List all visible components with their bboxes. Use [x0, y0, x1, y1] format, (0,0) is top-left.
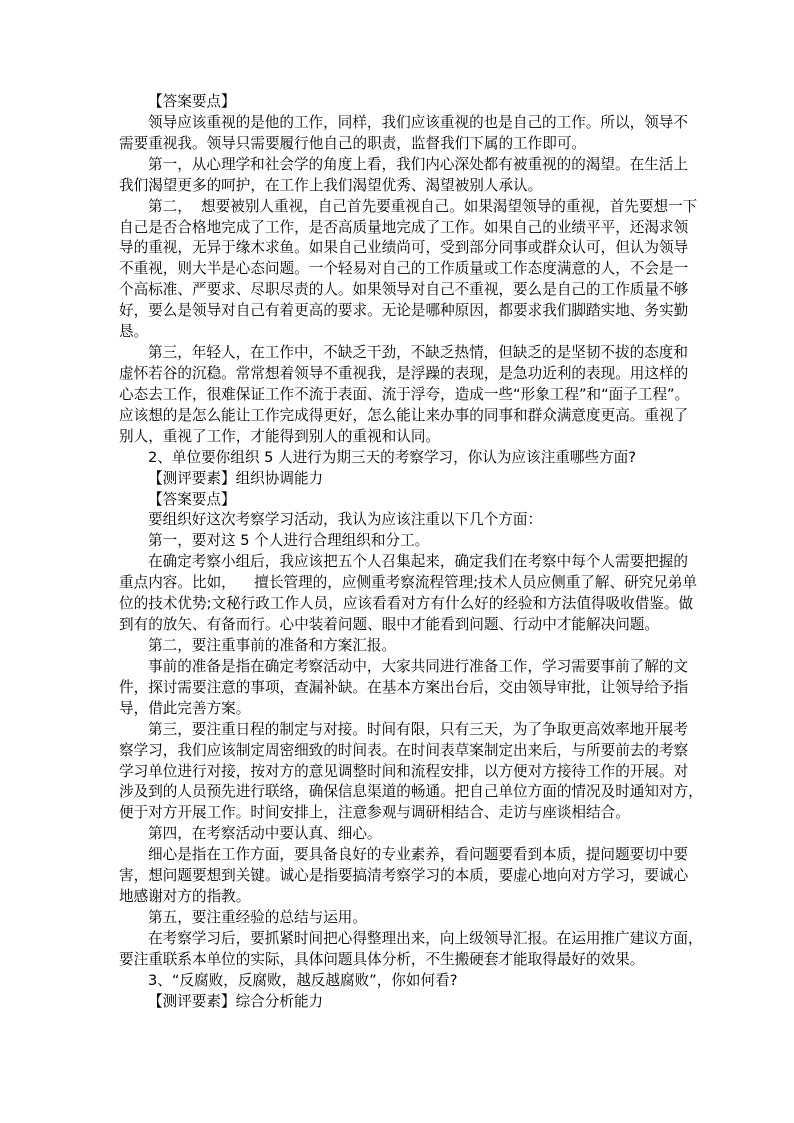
text-line: 别人，重视了工作，才能得到别人的重视和认同。: [119, 427, 441, 445]
text-line: 自己是否合格地完成了工作，是否高质量地完成了工作。如果自己的业绩平平，还渴求领: [119, 218, 689, 236]
text-line: 第三，要注重日程的制定与对接。时间有限，只有三天，为了争取更高效率地开展考: [148, 720, 688, 738]
paragraph: [119, 552, 698, 636]
paragraph: [119, 343, 690, 448]
text-line: 我们渴望更多的呵护，在工作上我们渴望优秀、渴望被别人承认。: [119, 176, 543, 194]
text-line: 要注重联系本单位的实际，具体问题具体分析，不生搬硬套才能取得最好的效果。: [119, 950, 645, 968]
text-line: 【答案要点】: [148, 490, 236, 508]
text-line: 位的技术优势;文秘行政工作人员，应该看看对方有什么好的经验和方法值得吸收借鉴。做: [119, 595, 694, 613]
paragraph: [119, 845, 689, 908]
text-line: 2、单位要你组织 5 人进行为期三天的考察学习，你认为应该注重哪些方面?: [148, 448, 637, 466]
text-line: 事前的准备是指在确定考察活动中，大家共同进行准备工作，学习需要事前了解的文: [148, 657, 688, 675]
paragraph: [119, 929, 703, 971]
text-line: 地感谢对方的指教。: [119, 888, 251, 906]
paragraph: [119, 510, 681, 531]
document-body: [119, 92, 703, 1013]
text-line: 在考察学习后，要抓紧时间把心得整理出来，向上级领导汇报。在运用推广建议方面，: [148, 929, 703, 947]
paragraph: [119, 531, 681, 552]
text-line: 恳。: [119, 323, 149, 341]
text-line: 【测评要素】组织协调能力: [148, 469, 324, 487]
text-line: 【测评要素】综合分析能力: [148, 992, 324, 1010]
text-line: 心态去工作，很难保证工作不流于表面、流于浮夸，造成一些“形象工程”和“面子工程”。: [119, 385, 690, 403]
text-line: 重点内容。比如， 擅长管理的，应侧重考察流程管理;技术人员应侧重了解、研究兄弟单: [119, 574, 698, 592]
text-line: 【答案要点】: [148, 93, 236, 110]
text-line: 在确定考察小组后，我应该把五个人召集起来，确定我们在考察中每个人需要把握的: [148, 553, 688, 571]
text-line: 第三，年轻人，在工作中，不缺乏干劲，不缺乏热情，但缺乏的是坚韧不拔的态度和: [148, 344, 688, 362]
text-line: 便于对方开展工作。时间安排上，注意参观与调研相结合、走访与座谈相结合。: [119, 804, 630, 822]
text-line: 件，探讨需要注意的事项，查漏补缺。在基本方案出台后，交由领导审批，让领导给予指: [119, 678, 689, 696]
text-line: 第一，从心理学和社会学的角度上看，我们内心深处都有被重视的的渴望。在生活上: [148, 155, 688, 173]
paragraph: [119, 908, 681, 929]
text-line: 3、“反腐败，反腐败，越反越腐败”，你如何看?: [148, 971, 458, 989]
paragraph: [119, 113, 688, 155]
text-line: 好，要么是领导对自己有着更高的要求。无论是哪种原因，都要求我们脚踏实地、务实勤: [119, 302, 689, 320]
text-line: 第二，要注重事前的准备和方案汇报。: [148, 636, 397, 654]
text-line: 察学习，我们应该制定周密细致的时间表。在时间表草案制定出来后，与所要前去的考察: [119, 741, 689, 759]
text-line: 不重视，则大半是心态问题。一个轻易对自己的工作质量或工作态度满意的人，不会是一: [119, 260, 689, 278]
text-line: 个高标准、严要求、尽职尽责的人。如果领导对自己不重视，要么是自己的工作质量不够: [119, 281, 689, 299]
paragraph: [119, 155, 688, 197]
paragraph: [119, 992, 681, 1013]
paragraph: [119, 92, 681, 113]
text-line: 学习单位进行对接，按对方的意见调整时间和流程安排，以方便对方接待工作的开展。对: [119, 762, 689, 780]
text-line: 到有的放矢、有备而行。心中装着问题、眼中才能看到问题、行动中才能解决问题。: [119, 616, 659, 634]
text-line: 第一，要对这 5 个人进行合理组织和分工。: [148, 532, 430, 550]
paragraph: [119, 469, 681, 490]
paragraph: [119, 636, 681, 657]
text-line: 害，想问题要想到关键。诚心是指要搞清考察学习的本质，要虚心地向对方学习，要诚心: [119, 867, 689, 885]
paragraph: [119, 448, 681, 469]
text-line: 需要重视我。领导只需要履行他自己的职责，监督我们下属的工作即可。: [119, 134, 587, 152]
text-line: 要组织好这次考察学习活动，我认为应该注重以下几个方面：: [148, 511, 543, 529]
text-line: 第四，在考察活动中要认真、细心。: [148, 825, 382, 843]
text-line: 虚怀若谷的沉稳。常常想着领导不重视我，是浮躁的表现，是急功近利的表现。用这样的: [119, 364, 689, 382]
paragraph: [119, 197, 698, 343]
text-line: 领导应该重视的是他的工作，同样，我们应该重视的也是自己的工作。所以，领导不: [148, 113, 688, 131]
paragraph: [119, 490, 681, 511]
paragraph: [119, 720, 703, 825]
text-line: 第五，要注重经验的总结与运用。: [148, 908, 367, 926]
text-line: 导，借此完善方案。: [119, 699, 251, 717]
text-line: 细心是指在工作方面，要具备良好的专业素养，看问题要看到本质，提问题要切中要: [148, 846, 688, 864]
paragraph: [119, 824, 681, 845]
text-line: 涉及到的人员预先进行联络，确保信息渠道的畅通。把自己单位方面的情况及时通知对方，: [119, 783, 703, 801]
text-line: 导的重视，无异于缘木求鱼。如果自己业绩尚可，受到部分同事或群众认可，但认为领导: [119, 239, 689, 257]
text-line: 应该想的是怎么能让工作完成得更好，怎么能让来办事的同事和群众满意度更高。重视了: [119, 406, 689, 424]
paragraph: [119, 971, 681, 992]
paragraph: [119, 657, 689, 720]
text-line: 第二， 想要被别人重视，自己首先要重视自己。如果渴望领导的重视，首先要想一下: [148, 197, 698, 215]
